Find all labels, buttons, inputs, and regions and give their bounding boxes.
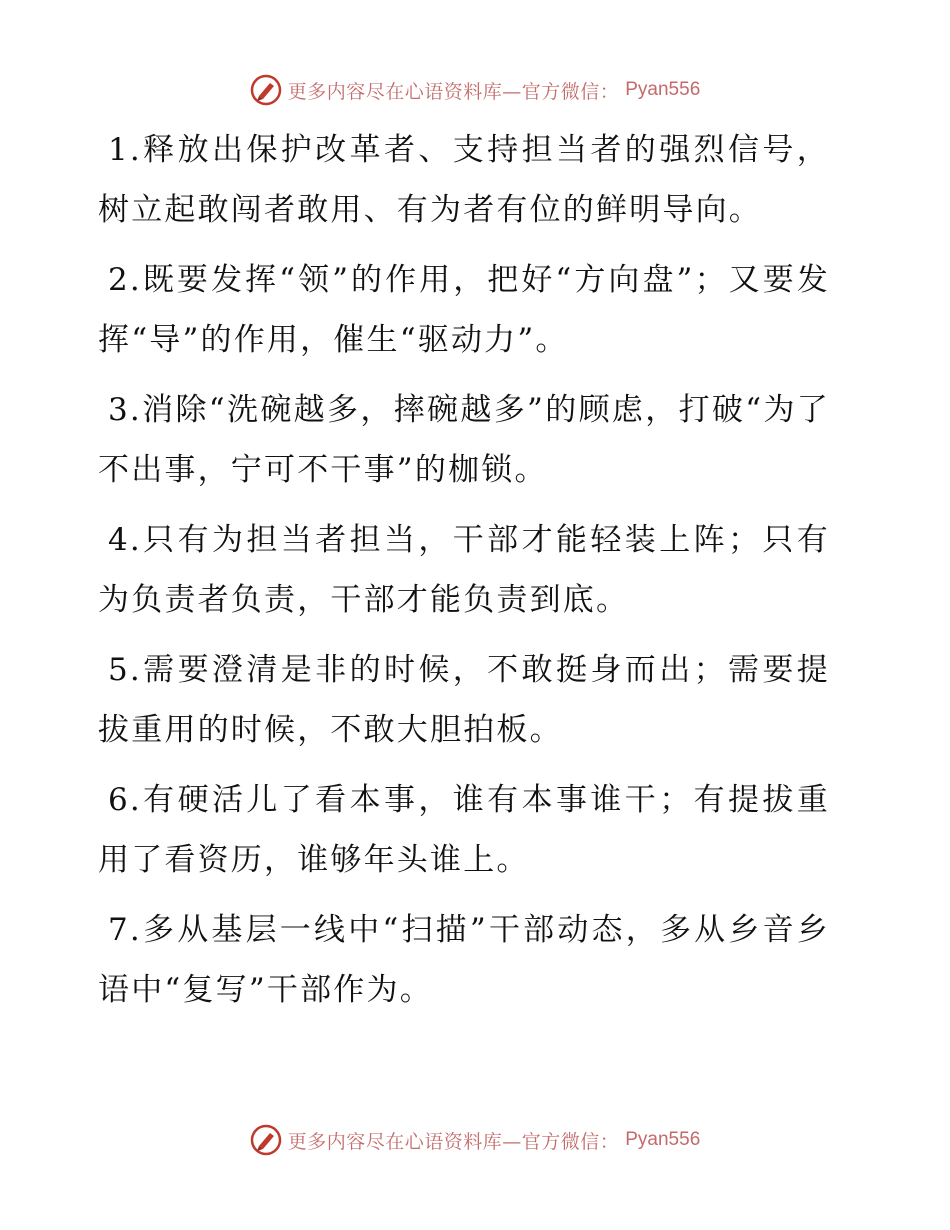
- list-item: 7.多从基层一线中“扫描”干部动态，多从乡音乡语中“复写”干部作为。: [98, 912, 830, 1008]
- watermark-wechat-id: Pyan556: [625, 79, 701, 100]
- watermark-text: 更多内容尽在心语资料库—官方微信：: [287, 1130, 620, 1153]
- pen-logo-icon: [250, 1124, 282, 1156]
- list-item: 3.消除“洗碗越多，摔碗越多”的顾虑，打破“为了不出事，宁可不干事”的枷锁。: [98, 392, 830, 488]
- pen-logo-icon: [250, 74, 282, 106]
- list-item: 2.既要发挥“领”的作用，把好“方向盘”；又要发挥“导”的作用，催生“驱动力”。: [98, 262, 830, 358]
- watermark-text: 更多内容尽在心语资料库—官方微信：: [287, 80, 620, 103]
- footer-watermark: [0, 1120, 950, 1160]
- document-body: [98, 120, 830, 1030]
- list-item: 5.需要澄清是非的时候，不敢挺身而出；需要提拔重用的时候，不敢大胆拍板。: [98, 652, 830, 748]
- list-item: 4.只有为担当者担当，干部才能轻装上阵；只有为负责者负责，干部才能负责到底。: [98, 522, 830, 618]
- list-item: 6.有硬活儿了看本事，谁有本事谁干；有提拔重用了看资历，谁够年头谁上。: [98, 782, 830, 878]
- watermark-wechat-id: Pyan556: [625, 1129, 701, 1150]
- list-item: 1.释放出保护改革者、支持担当者的强烈信号，树立起敢闯者敢用、有为者有位的鲜明导向。: [98, 132, 830, 228]
- header-watermark: [0, 70, 950, 110]
